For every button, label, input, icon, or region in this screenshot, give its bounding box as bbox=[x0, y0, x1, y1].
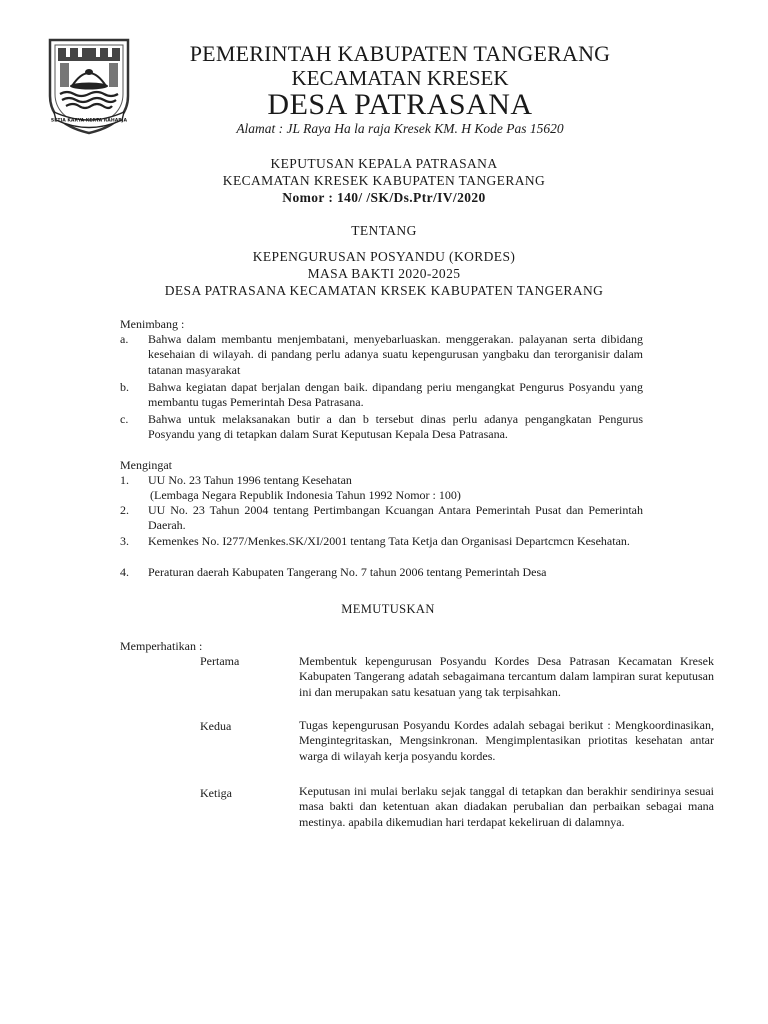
remembering-item-3: Kemenkes No. I277/Menkes.SK/XI/2001 tentang Tata Ketja dan Organisasi Departcmcn Kesehatan. bbox=[148, 534, 630, 548]
considering-marker-b: b. bbox=[120, 380, 129, 394]
remembering-label: Mengingat bbox=[120, 458, 172, 472]
remembering-item-1: UU No. 23 Tahun 1996 tentang Kesehatan bbox=[148, 473, 352, 487]
decide-label: MEMUTUSKAN bbox=[341, 602, 435, 616]
noting-label: Memperhatikan : bbox=[120, 639, 203, 653]
considering-marker-c: c. bbox=[120, 412, 129, 426]
about-line-1: KEPENGURUSAN POSYANDU (KORDES) bbox=[252, 249, 516, 264]
village-title: DESA PATRASANA bbox=[267, 88, 533, 121]
regency-emblem-icon bbox=[46, 36, 132, 136]
noting-item-text-second: Tugas kepengurusan Posyandu Kordes adalah sebagai berikut : Mengkoordinasikan, Mengintegritaskan, Mengsinkronan. Mengimplentasikan priotitas kesehatan antar warga di wilayah kerja posyandu kordes. bbox=[299, 718, 714, 763]
decree-number: Nomor : 140/ /SK/Ds.Ptr/IV/2020 bbox=[282, 190, 486, 205]
remembering-marker-4: 4. bbox=[120, 565, 129, 579]
considering-item-b: Bahwa kegiatan dapat berjalan dengan baik. dipandang periu mengangkat Pengurus Posyandu yang membantu tugas Pemerintah Desa Patrasana. bbox=[148, 380, 643, 410]
about-line-2: MASA BAKTI 2020-2025 bbox=[307, 266, 461, 281]
noting-item-label-first: Pertama bbox=[200, 654, 240, 668]
remembering-item-1-sub: (Lembaga Negara Republik Indonesia Tahun 1992 Nomor : 100) bbox=[150, 488, 461, 502]
considering-item-a: Bahwa dalam membantu menjembatani, menyebarluaskan. menggerakan. palayanan serta dibidang kesehaian di wilayah. di pandang perlu adanya suatu kepengurusan yangbaku dan terorganisir dalam tatanan masyarakat bbox=[148, 332, 643, 377]
decree-title: KEPUTUSAN KEPALA PATRASANA bbox=[270, 156, 498, 171]
considering-label: Menimbang : bbox=[120, 317, 185, 331]
address-line: Alamat : JL Raya Ha la raja Kresek KM. H Kode Pas 15620 bbox=[236, 121, 564, 136]
about-label: TENTANG bbox=[351, 223, 417, 238]
government-title: PEMERINTAH KABUPATEN TANGERANG bbox=[189, 41, 611, 66]
svg-text:SETIA KARYA KERTA RAHARJA: SETIA KARYA KERTA RAHARJA bbox=[50, 118, 128, 124]
remembering-item-4: Peraturan daerah Kabupaten Tangerang No. 7 tahun 2006 tentang Pemerintah Desa bbox=[148, 565, 547, 579]
remembering-item-2: UU No. 23 Tahun 2004 tentang Pertimbangan Kcuangan Antara Pemerintah Pusat dan Pemerintah Daerah. bbox=[148, 503, 643, 533]
noting-item-label-third: Ketiga bbox=[200, 786, 232, 800]
considering-marker-a: a. bbox=[120, 332, 129, 346]
remembering-marker-2: 2. bbox=[120, 503, 129, 517]
noting-item-label-second: Kedua bbox=[200, 719, 232, 733]
considering-item-c: Bahwa untuk melaksanakan butir a dan b tersebut dinas perlu adanya pengangkatan Pengurus Posyandu yang di tetapkan dalam Surat Keputusan Kepala Desa Patrasana. bbox=[148, 412, 643, 442]
noting-item-text-third: Keputusan ini mulai berlaku sejak tanggal di tetapkan dan berakhir sendirinya sesuai masa bakti dan ketentuan akan diadakan perubalian dan perbaikan sebagai mana mestinya. apabila dikemudian hari terdapat kekeliruan di dalamnya. bbox=[299, 784, 714, 829]
decree-subtitle: KECAMATAN KRESEK KABUPATEN TANGERANG bbox=[222, 173, 546, 188]
about-line-3: DESA PATRASANA KECAMATAN KRSEK KABUPATEN TANGERANG bbox=[164, 283, 604, 298]
district-title: KECAMATAN KRESEK bbox=[291, 66, 509, 90]
remembering-marker-3: 3. bbox=[120, 534, 129, 548]
noting-item-text-first: Membentuk kepengurusan Posyandu Kordes Desa Patrasan Kecamatan Kresek Kabupaten Tangerang adatah sebagaimana tercantum dalam lampiran surat keputusan ini dan merupakan satu kesatuan yang tak terpisahkan. bbox=[299, 654, 714, 699]
remembering-marker-1: 1. bbox=[120, 473, 129, 487]
